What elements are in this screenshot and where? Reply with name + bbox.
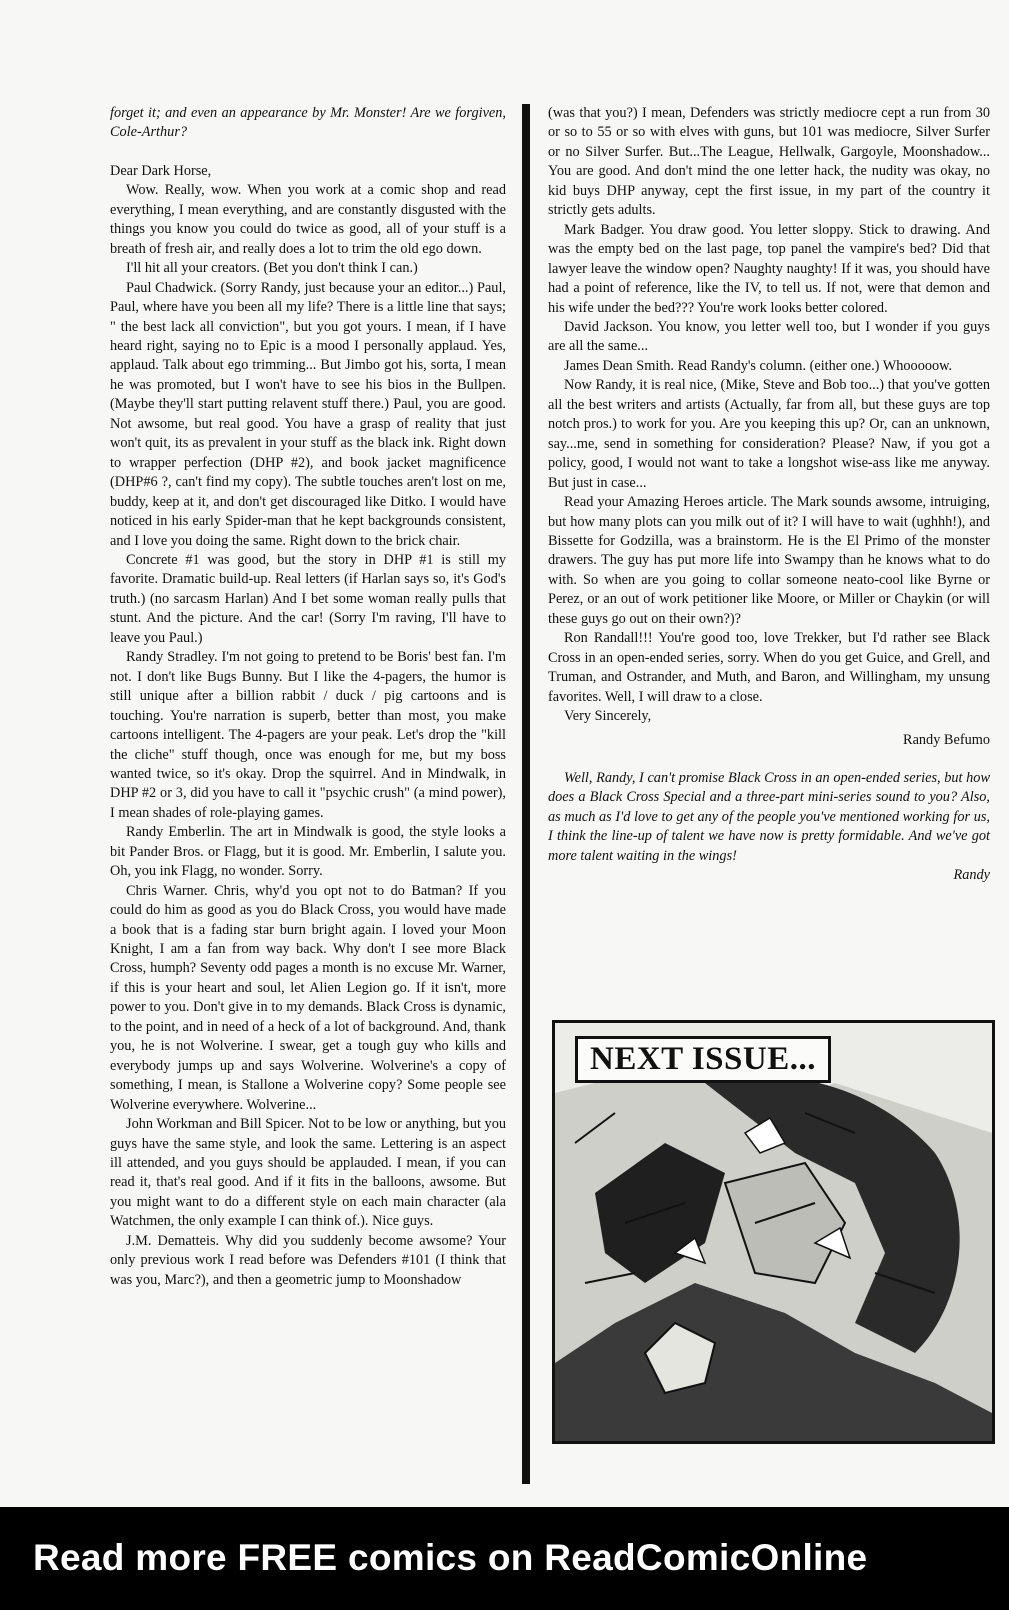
letter-paragraph: Randy Emberlin. The art in Mindwalk is good, the style looks a bit Pander Bros. or Flagg, but it is good. Mr. Emberlin, I salute you. Oh, you ink Flagg, no wonder. Sorry. (110, 824, 506, 880)
next-issue-caption: NEXT ISSUE... (575, 1036, 831, 1083)
letter-paragraph: Concrete #1 was good, but the story in DHP #1 is still my favorite. Dramatic build-up. Real letters (if Harlan says so, it's God's truth.) (no sarcasm Harlan) And I bet some woman really pulls that stunt. And the picture. And the car! (Sorry I'm raving, I'll have to leave you Paul.) (110, 551, 506, 646)
column-divider (522, 104, 530, 1484)
letter-paragraph: (was that you?) I mean, Defenders was strictly mediocre cept a run from 30 or so to 55 or so with elves with guns, but 101 was mediocre, Silver Surfer or no Silver Surfer. But...The League, Hellwalk, Gargoyle, Moonshadow... You are good. And don't mind the one letter hack, the nudity was okay, no kid buys DHP anyway, cept the first issue, in my part of the country it strictly gets adults. (548, 105, 990, 219)
editor-reply: Well, Randy, I can't promise Black Cross in an open-ended series, but how does a Black Cross Special and a three-part mini-series sound to you? Also, as much as I'd love to get any of the people you've mentioned working for us, I think the line-up of talent we have now is pretty formidable. And we've got more talent waiting in the wings! (548, 769, 990, 864)
letter-paragraph: Paul Chadwick. (Sorry Randy, just because your an editor...) Paul, Paul, where have you been all my life? There is a little line that says; " the best lack all conviction", but you got yours. I mean, if I have heard right, saying no to Epic is a mood I personally applaud. Yes, applaud. Talk about ego trimming... But Jimbo got his, sorta, I mean he was promoted, but I won't have to see his bios in the Bullpen. (Maybe they'll start putting relavent stuff there.) Paul, you are good. Not awsome, but real good. You have a grasp of reality that just won't quit, its as prevalent in your stuff as the black ink. Right down to wrapper perfection (DHP #2), and book jacket magnificence (DHP#6 ?, can't find my copy). The subtle touches aren't lost on me, buddy, keep at it, and don't get discouraged like Ditko. I would have noticed in his early Spider-man that he kept backgrounds consistent, and I love you doing the same. Right down to the brick chair. (110, 279, 506, 549)
opening-editor-reply: forget it; and even an appearance by Mr. Monster! Are we forgiven, Cole-Arthur? (110, 105, 506, 141)
next-issue-panel (552, 1020, 995, 1444)
footer-banner[interactable] (0, 1507, 1009, 1610)
left-column (110, 104, 506, 1290)
letter-paragraph: Mark Badger. You draw good. You letter sloppy. Stick to drawing. And was the empty bed on the last page, top panel the vampire's bed? Did that lawyer leave the window open? Naughty naughty! If it was, you should have had a point of reference, like the IV, to tell us. If not, were that demon and his wife under the bed??? You're work looks better colored. (548, 221, 990, 316)
letter-paragraph: Read your Amazing Heroes article. The Mark sounds awsome, intruiging, but how many plots can you milk out of it? I will have to wait (ughhh!), and Bissette for Godzilla, was a brainstorm. He is the El Primo of the monster drawers. The guy has put more life into Swampy than he knows what to do with. So when are you going to collar someone neato-cool like Byrne or Perez, or an out of work petitioner like Moore, or Miller or Chaykin (or will these guys go out on their own?)? (548, 494, 990, 627)
salutation: Dear Dark Horse, (110, 162, 212, 179)
letter-closing: Very Sincerely, (564, 708, 652, 725)
letter-signature: Randy Befumo (903, 731, 990, 748)
editor-reply-signature: Randy (953, 867, 990, 884)
letter-paragraph: I'll hit all your creators. (Bet you don't think I can.) (126, 260, 418, 277)
letter-paragraph: Ron Randall!!! You're good too, love Trekker, but I'd rather see Black Cross in an open-ended series, sorry. When do you get Guice, and Grell, and Truman, and Ostrander, and Muth, and Baron, and Willingham, my unsung favorites. Well, I will draw to a close. (548, 630, 990, 705)
letter-paragraph: Wow. Really, wow. When you work at a comic shop and read everything, I mean everything, and are constantly disgusted with the things you know you could do twice as good, all of your stuff is a breath of fresh air, and really does a lot to trim the old ego down. (110, 182, 506, 257)
letter-paragraph: Now Randy, it is real nice, (Mike, Steve and Bob too...) that you've gotten all the best writers and artists (Actually, far from all, but these guys are top notch pros.) to work for you. Are you keeping this up? Or, can an unknown, say...me, send in something for consideration? Please? Naw, if you got a policy, good, I would not want to take a longshot wise-ass like me anyway. But just in case... (548, 377, 990, 491)
letter-paragraph: John Workman and Bill Spicer. Not to be low or anything, but you guys have the same style, and look the same. Lettering is an aspect ill attended, and you guys should be applauded. I mean, if you can read it, that's real good. And if it fits in the balloons, awsome. But you might want to do a different style on each main character (ala Watchmen, the only example I can think of.). Nice guys. (110, 1116, 506, 1230)
letter-paragraph: J.M. Dematteis. Why did you suddenly become awsome? Your only previous work I read before was Defenders #101 (I think that was you, Marc?), and then a geometric jump to Moonshadow (110, 1232, 506, 1288)
letter-paragraph: Randy Stradley. I'm not going to pretend to be Boris' best fan. I'm not. I don't like Bugs Bunny. But I like the 4-pagers, the humor is still unique after a billion rabbit / duck / pig cartoons and is touching. You're narration is superb, better than most, you make cartoons intelligent. The 4-pagers are your peak. Let's drop the "kill the cliche" stuff though, once was enough for me, but my boss wanted twice, so it's okay. Drop the squirrel. And in Mindwalk, in DHP #2 or 3, did you have to call it "psychic crush" (a mind power), I mean shades of role-playing games. (110, 649, 506, 821)
right-column (548, 104, 990, 886)
footer-banner-text[interactable]: Read more FREE comics on ReadComicOnline (33, 1537, 868, 1578)
letter-paragraph: Chris Warner. Chris, why'd you opt not to do Batman? If you could do him as good as you do Black Cross, you would have made a book that is a fading star burn bright again. I loved your Moon Knight, I am a fan from way back. Why don't I see more Black Cross, humph? Seventy odd pages a month is no excuse Mr. Warner, if this is your heart and soul, let Alien Legion go. If it isn't, more power to you. Don't give in to my demands. Black Cross is dynamic, to the point, and in need of a heck of a lot of background. And, thank you, he is not Wolverine. I swear, get a tough guy who kills and everybody jumps up and says Wolverine. Wolverine's a copy of something, I mean, is Stallone a Wolverine copy? Some people see Wolverine everywhere. Wolverine... (110, 882, 506, 1113)
next-issue-artwork (555, 1023, 992, 1441)
letter-paragraph: David Jackson. You know, you letter well too, but I wonder if you guys are all the same... (548, 318, 990, 355)
letter-paragraph: James Dean Smith. Read Randy's column. (either one.) Whooooow. (564, 357, 953, 374)
